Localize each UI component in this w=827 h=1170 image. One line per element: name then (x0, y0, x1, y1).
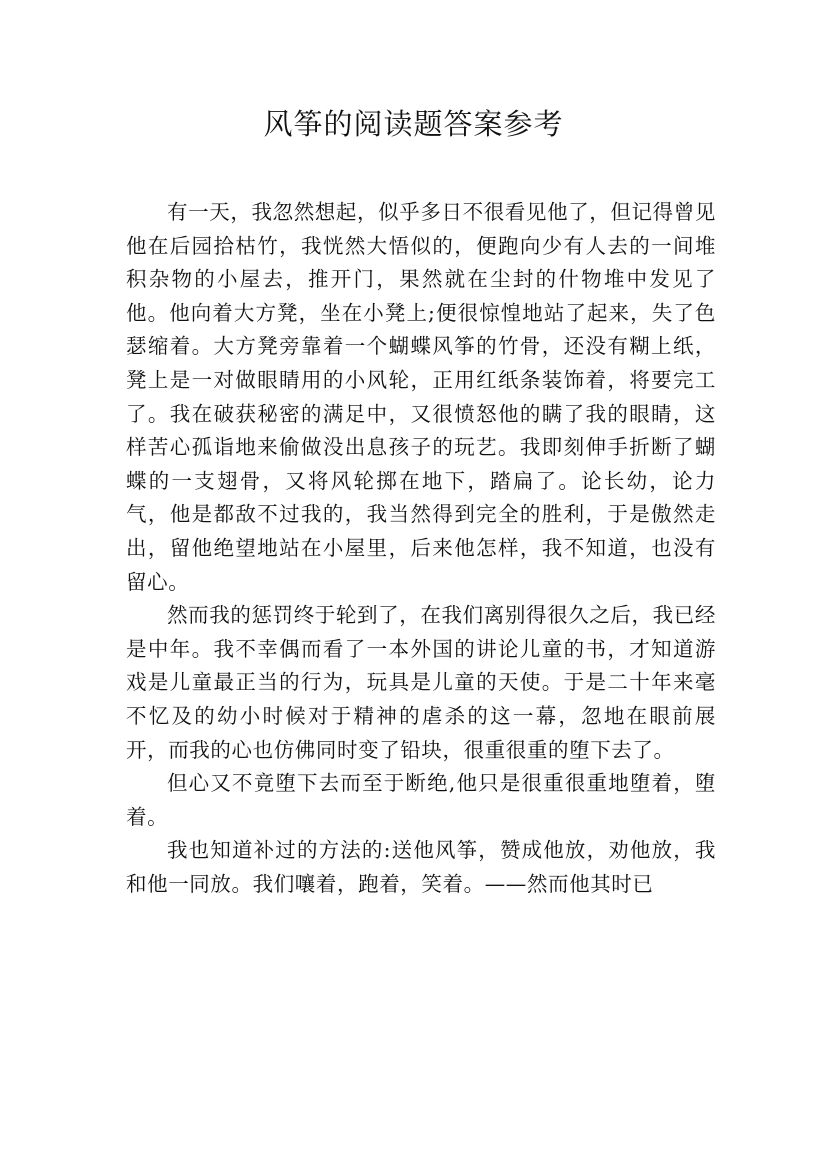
paragraph-1: 有一天，我忽然想起，似乎多日不很看见他了，但记得曾见他在后园拾枯竹，我恍然大悟似的，便跑向少有人去的一间堆积杂物的小屋去，推开门，果然就在尘封的什物堆中发见了他。他向着大方凳，坐在小凳上;便很惊惶地站了起来，失了色瑟缩着。大方凳旁靠着一个蝴蝶风筝的竹骨，还没有糊上纸，凳上是一对做眼睛用的小风轮，正用红纸条装饰着，将要完工了。我在破获秘密的满足中，又很愤怒他的瞒了我的眼睛，这样苦心孤诣地来偷做没出息孩子的玩艺。我即刻伸手折断了蝴蝶的一支翅骨，又将风轮掷在地下，踏扁了。论长幼，论力气，他是都敌不过我的，我当然得到完全的胜利，于是傲然走出，留他绝望地站在小屋里，后来他怎样，我不知道，也没有留心。 (126, 200, 716, 594)
paragraph-2: 然而我的惩罚终于轮到了，在我们离别得很久之后，我已经是中年。我不幸偶而看了一本外国的讲论儿童的书，才知道游戏是儿童最正当的行为，玩具是儿童的天使。于是二十年来毫不忆及的幼小时候对于精神的虐杀的这一幕，忽地在眼前展开，而我的心也仿佛同时变了铅块，很重很重的堕下去了。 (126, 603, 716, 762)
document-title: 风筝的阅读题答案参考 (263, 107, 564, 141)
paragraph-3: 但心又不竟堕下去而至于断绝,他只是很重很重地堕着，堕着。 (126, 771, 716, 829)
paragraph-4: 我也知道补过的方法的:送他风筝，赞成他放，劝他放，我和他一同放。我们嚷着，跑着，笑着。——然而他其时已 (126, 838, 716, 896)
document-body (126, 196, 716, 901)
